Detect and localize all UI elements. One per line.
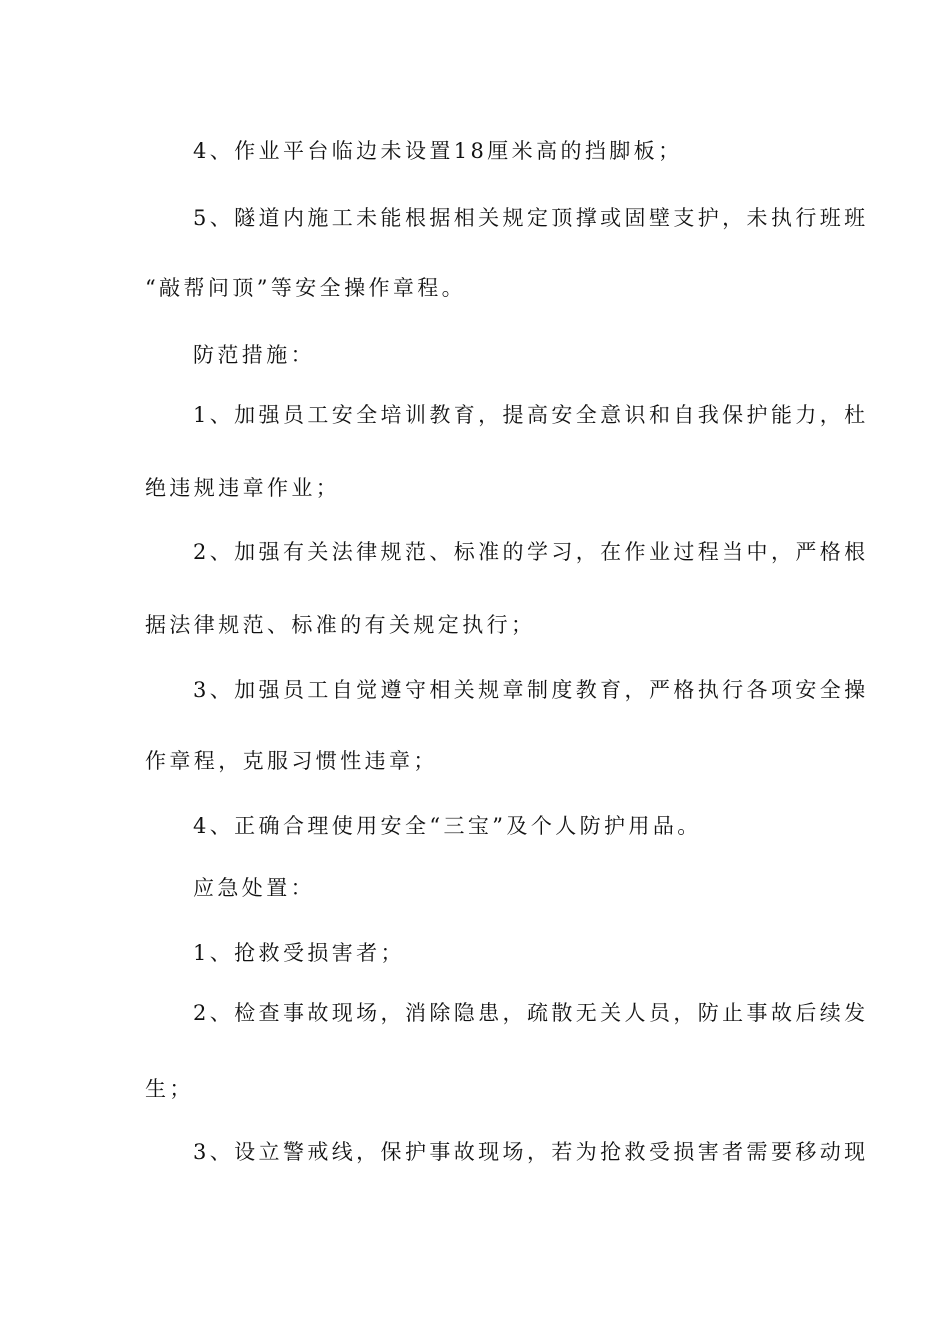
list-item-rules-education-cont: 作章程，克服习惯性违章； [145,749,438,773]
section-heading-emergency: 应急处置： [193,876,315,900]
list-item-training: 1、加强员工安全培训教育，提高安全意识和自我保护能力，杜 [193,403,869,427]
list-item-toe-board: 4、作业平台临边未设置18厘米高的挡脚板； [193,139,683,163]
list-item-rescue: 1、抢救受损害者； [193,941,405,965]
list-item-protective-gear: 4、正确合理使用安全“三宝”及个人防护用品。 [193,814,702,838]
list-item-tunnel-support-cont: “敲帮问顶”等安全操作章程。 [145,276,467,300]
list-item-cordon: 3、设立警戒线，保护事故现场，若为抢救受损害者需要移动现 [193,1140,869,1164]
section-heading-prevention: 防范措施： [193,343,315,367]
list-item-regulations: 2、加强有关法律规范、标准的学习，在作业过程当中，严格根 [193,540,869,564]
list-item-tunnel-support: 5、隧道内施工未能根据相关规定顶撑或固壁支护，未执行班班 [193,206,869,230]
list-item-inspect-scene: 2、检查事故现场，消除隐患，疏散无关人员，防止事故后续发 [193,1001,869,1025]
list-item-rules-education: 3、加强员工自觉遵守相关规章制度教育，严格执行各项安全操 [193,678,869,702]
list-item-inspect-scene-cont: 生； [145,1077,194,1101]
list-item-training-cont: 绝违规违章作业； [145,476,341,500]
list-item-regulations-cont: 据法律规范、标准的有关规定执行； [145,613,536,637]
